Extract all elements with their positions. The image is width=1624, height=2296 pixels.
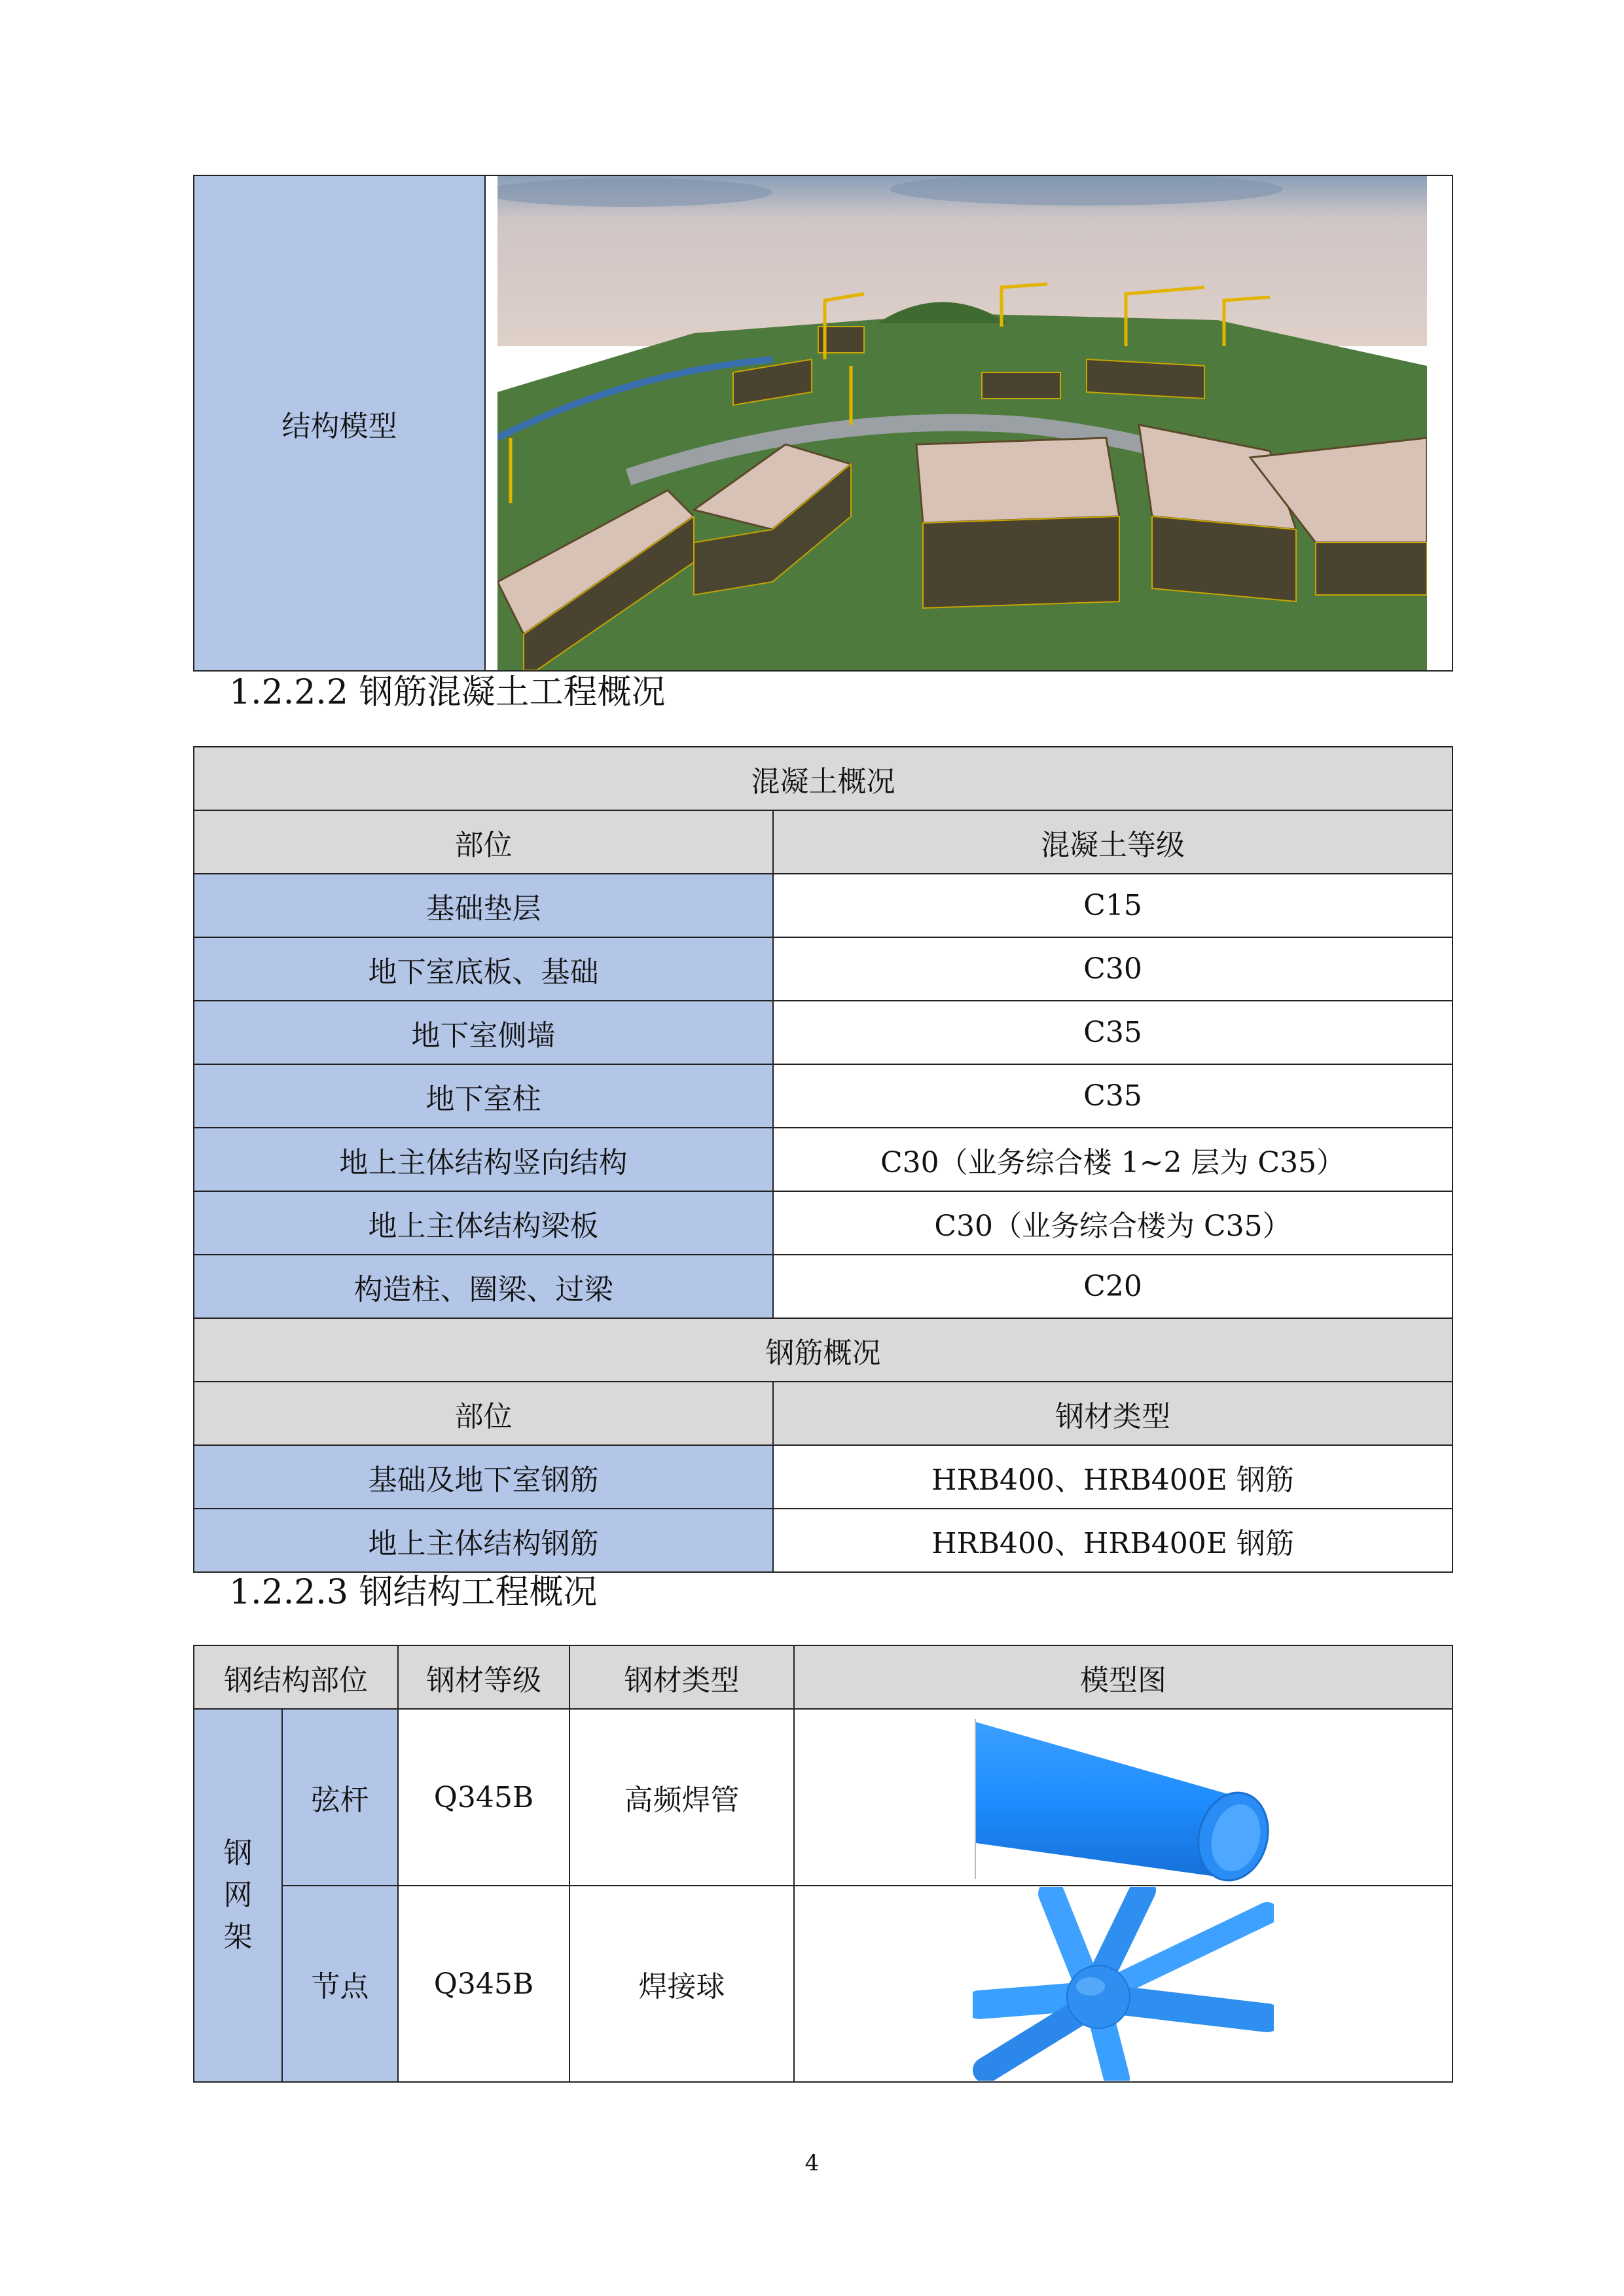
concrete-row-grade: C20 bbox=[773, 1255, 1453, 1318]
concrete-row-part: 构造柱、圈梁、过梁 bbox=[194, 1255, 773, 1318]
concrete-header-grade: 混凝土等级 bbox=[773, 810, 1453, 874]
steel-row-grade: Q345B bbox=[398, 1886, 569, 2082]
section-heading-concrete: 1.2.2.2 钢筋混凝土工程概况 bbox=[229, 673, 666, 712]
concrete-row-part: 地上主体结构竖向结构 bbox=[194, 1128, 773, 1191]
concrete-row-part: 地上主体结构梁板 bbox=[194, 1191, 773, 1255]
concrete-row-grade: C35 bbox=[773, 1064, 1453, 1128]
steel-row-image-cell bbox=[794, 1709, 1453, 1886]
rebar-overview-title: 钢筋概况 bbox=[194, 1318, 1453, 1382]
concrete-row-grade: C15 bbox=[773, 874, 1453, 937]
steel-row-grade: Q345B bbox=[398, 1709, 569, 1886]
concrete-row-grade: C30（业务综合楼为 C35） bbox=[773, 1191, 1453, 1255]
steel-row-image-cell bbox=[794, 1886, 1453, 2082]
steel-row-type: 焊接球 bbox=[569, 1886, 794, 2082]
rebar-row-type: HRB400、HRB400E 钢筋 bbox=[773, 1445, 1453, 1509]
rebar-row-type: HRB400、HRB400E 钢筋 bbox=[773, 1509, 1453, 1572]
steel-row-part: 弦杆 bbox=[282, 1709, 398, 1886]
rebar-row-part: 地上主体结构钢筋 bbox=[194, 1509, 773, 1572]
steel-header-type: 钢材类型 bbox=[569, 1645, 794, 1709]
steel-group-label bbox=[194, 1709, 282, 2082]
page-number: 4 bbox=[804, 2150, 820, 2176]
concrete-row-part: 地下室侧墙 bbox=[194, 1001, 773, 1064]
structure-model-label: 结构模型 bbox=[194, 175, 485, 671]
concrete-row-grade: C30 bbox=[773, 937, 1453, 1001]
concrete-row-part: 地下室柱 bbox=[194, 1064, 773, 1128]
structure-model-image-cell bbox=[485, 175, 1453, 671]
welded-ball-joint-model-image bbox=[973, 1887, 1274, 2081]
steel-row-type: 高频焊管 bbox=[569, 1709, 794, 1886]
steel-header-part: 钢结构部位 bbox=[194, 1645, 398, 1709]
site-rendering-image bbox=[497, 176, 1427, 670]
section-heading-steel: 1.2.2.3 钢结构工程概况 bbox=[229, 1573, 598, 1612]
concrete-row-grade: C30（业务综合楼 1~2 层为 C35） bbox=[773, 1128, 1453, 1191]
rebar-header-type: 钢材类型 bbox=[773, 1382, 1453, 1445]
structure-model-table bbox=[193, 175, 1453, 672]
concrete-row-part: 基础垫层 bbox=[194, 874, 773, 937]
rebar-header-part: 部位 bbox=[194, 1382, 773, 1445]
steel-structure-table bbox=[193, 1645, 1453, 2083]
concrete-row-part: 地下室底板、基础 bbox=[194, 937, 773, 1001]
steel-header-grade: 钢材等级 bbox=[398, 1645, 569, 1709]
rebar-row-part: 基础及地下室钢筋 bbox=[194, 1445, 773, 1509]
steel-header-image: 模型图 bbox=[794, 1645, 1453, 1709]
steel-group-label-text: 钢网架 bbox=[223, 1837, 253, 1954]
steel-pipe-model-image bbox=[973, 1712, 1274, 1882]
steel-row-part: 节点 bbox=[282, 1886, 398, 2082]
concrete-rebar-table bbox=[193, 746, 1453, 1573]
concrete-header-part: 部位 bbox=[194, 810, 773, 874]
concrete-overview-title: 混凝土概况 bbox=[194, 747, 1453, 810]
concrete-row-grade: C35 bbox=[773, 1001, 1453, 1064]
